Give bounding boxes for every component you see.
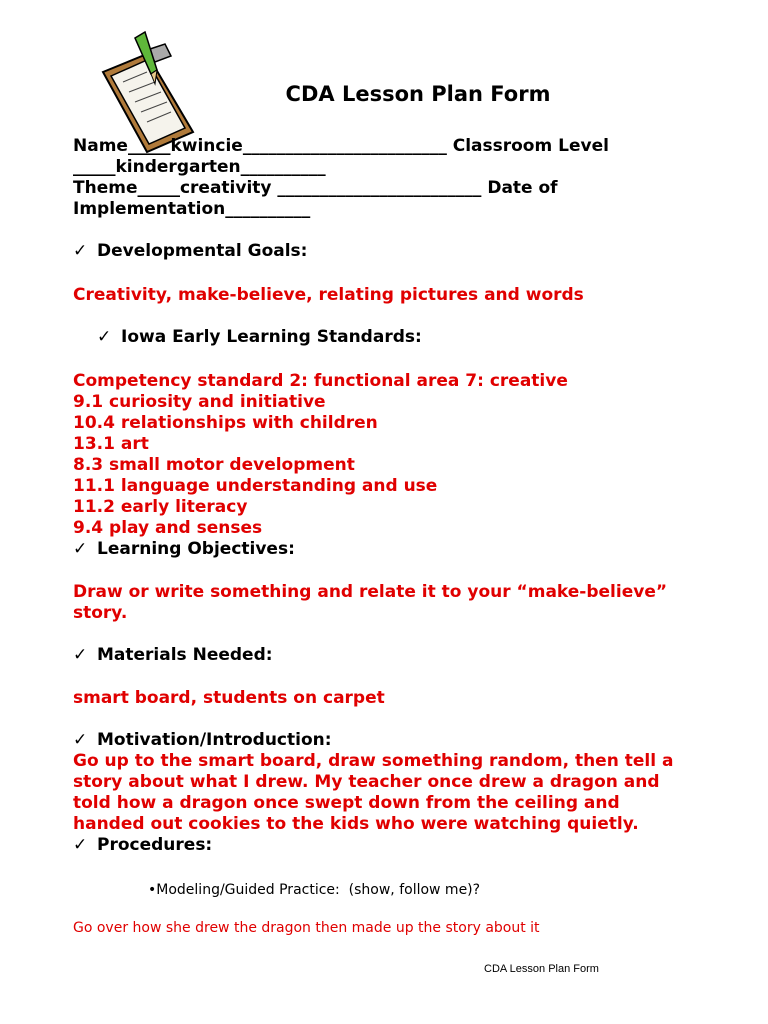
page-title: CDA Lesson Plan Form (285, 82, 551, 106)
motivation-text-line-4: handed out cookies to the kids who were watching quietly. (73, 814, 639, 834)
materials-text: smart board, students on carpet (73, 688, 385, 708)
check-icon: ✓ (73, 730, 88, 750)
learning-objectives-heading: ✓ Learning Objectives: (73, 539, 295, 559)
name-classroom-line: Name_____kwincie________________________ Classroom Level (73, 136, 609, 156)
developmental-goals-heading: ✓ Developmental Goals: (73, 241, 308, 261)
materials-heading: ✓ Materials Needed: (73, 645, 273, 665)
list-item: 10.4 relationships with children (73, 413, 378, 433)
guided-practice-bullet (148, 882, 480, 898)
check-icon: ✓ (73, 835, 88, 855)
list-item: 9.4 play and senses (73, 518, 263, 538)
page-footer: CDA Lesson Plan Form (484, 963, 599, 975)
theme-date-line: Theme_____creativity ________________________ Date of (73, 178, 558, 198)
objectives-text-line-1: Draw or write something and relate it to your “make-believe” (73, 582, 668, 602)
motivation-text-line-2: story about what I drew. My teacher once drew a dragon and (73, 772, 660, 792)
list-item: Competency standard 2: functional area 7: creative (73, 371, 568, 391)
list-item: 13.1 art (73, 434, 149, 454)
procedures-heading: ✓ Procedures: (73, 835, 213, 855)
procedure-detail-text: Go over how she drew the dragon then made up the story about it (73, 920, 540, 936)
objectives-text-line-2: story. (73, 603, 128, 623)
list-item: 8.3 small motor development (73, 455, 355, 475)
motivation-text-line-1: Go up to the smart board, draw something random, then tell a (73, 751, 674, 771)
bullet-icon: • (148, 882, 157, 898)
motivation-heading: ✓ Motivation/Introduction: (73, 730, 332, 750)
developmental-goals-text: Creativity, make-believe, relating pictures and words (73, 285, 584, 305)
check-icon: ✓ (73, 539, 88, 559)
guided-practice-text: Modeling/Guided Practice: (show, follow me)? (156, 882, 481, 898)
list-item: 11.2 early literacy (73, 497, 248, 517)
list-item: 11.1 language understanding and use (73, 476, 438, 496)
check-icon: ✓ (73, 241, 88, 261)
standards-heading: ✓ Iowa Early Learning Standards: (97, 327, 422, 347)
lesson-plan-body (73, 136, 713, 856)
standards-list (73, 371, 713, 539)
list-item: 9.1 curiosity and initiative (73, 392, 326, 412)
implementation-line: Implementation__________ (73, 199, 311, 219)
check-icon: ✓ (97, 327, 112, 347)
classroom-level-line: _____kindergarten__________ (73, 157, 326, 177)
motivation-text-line-3: told how a dragon once swept down from the ceiling and (73, 793, 620, 813)
check-icon: ✓ (73, 645, 88, 665)
